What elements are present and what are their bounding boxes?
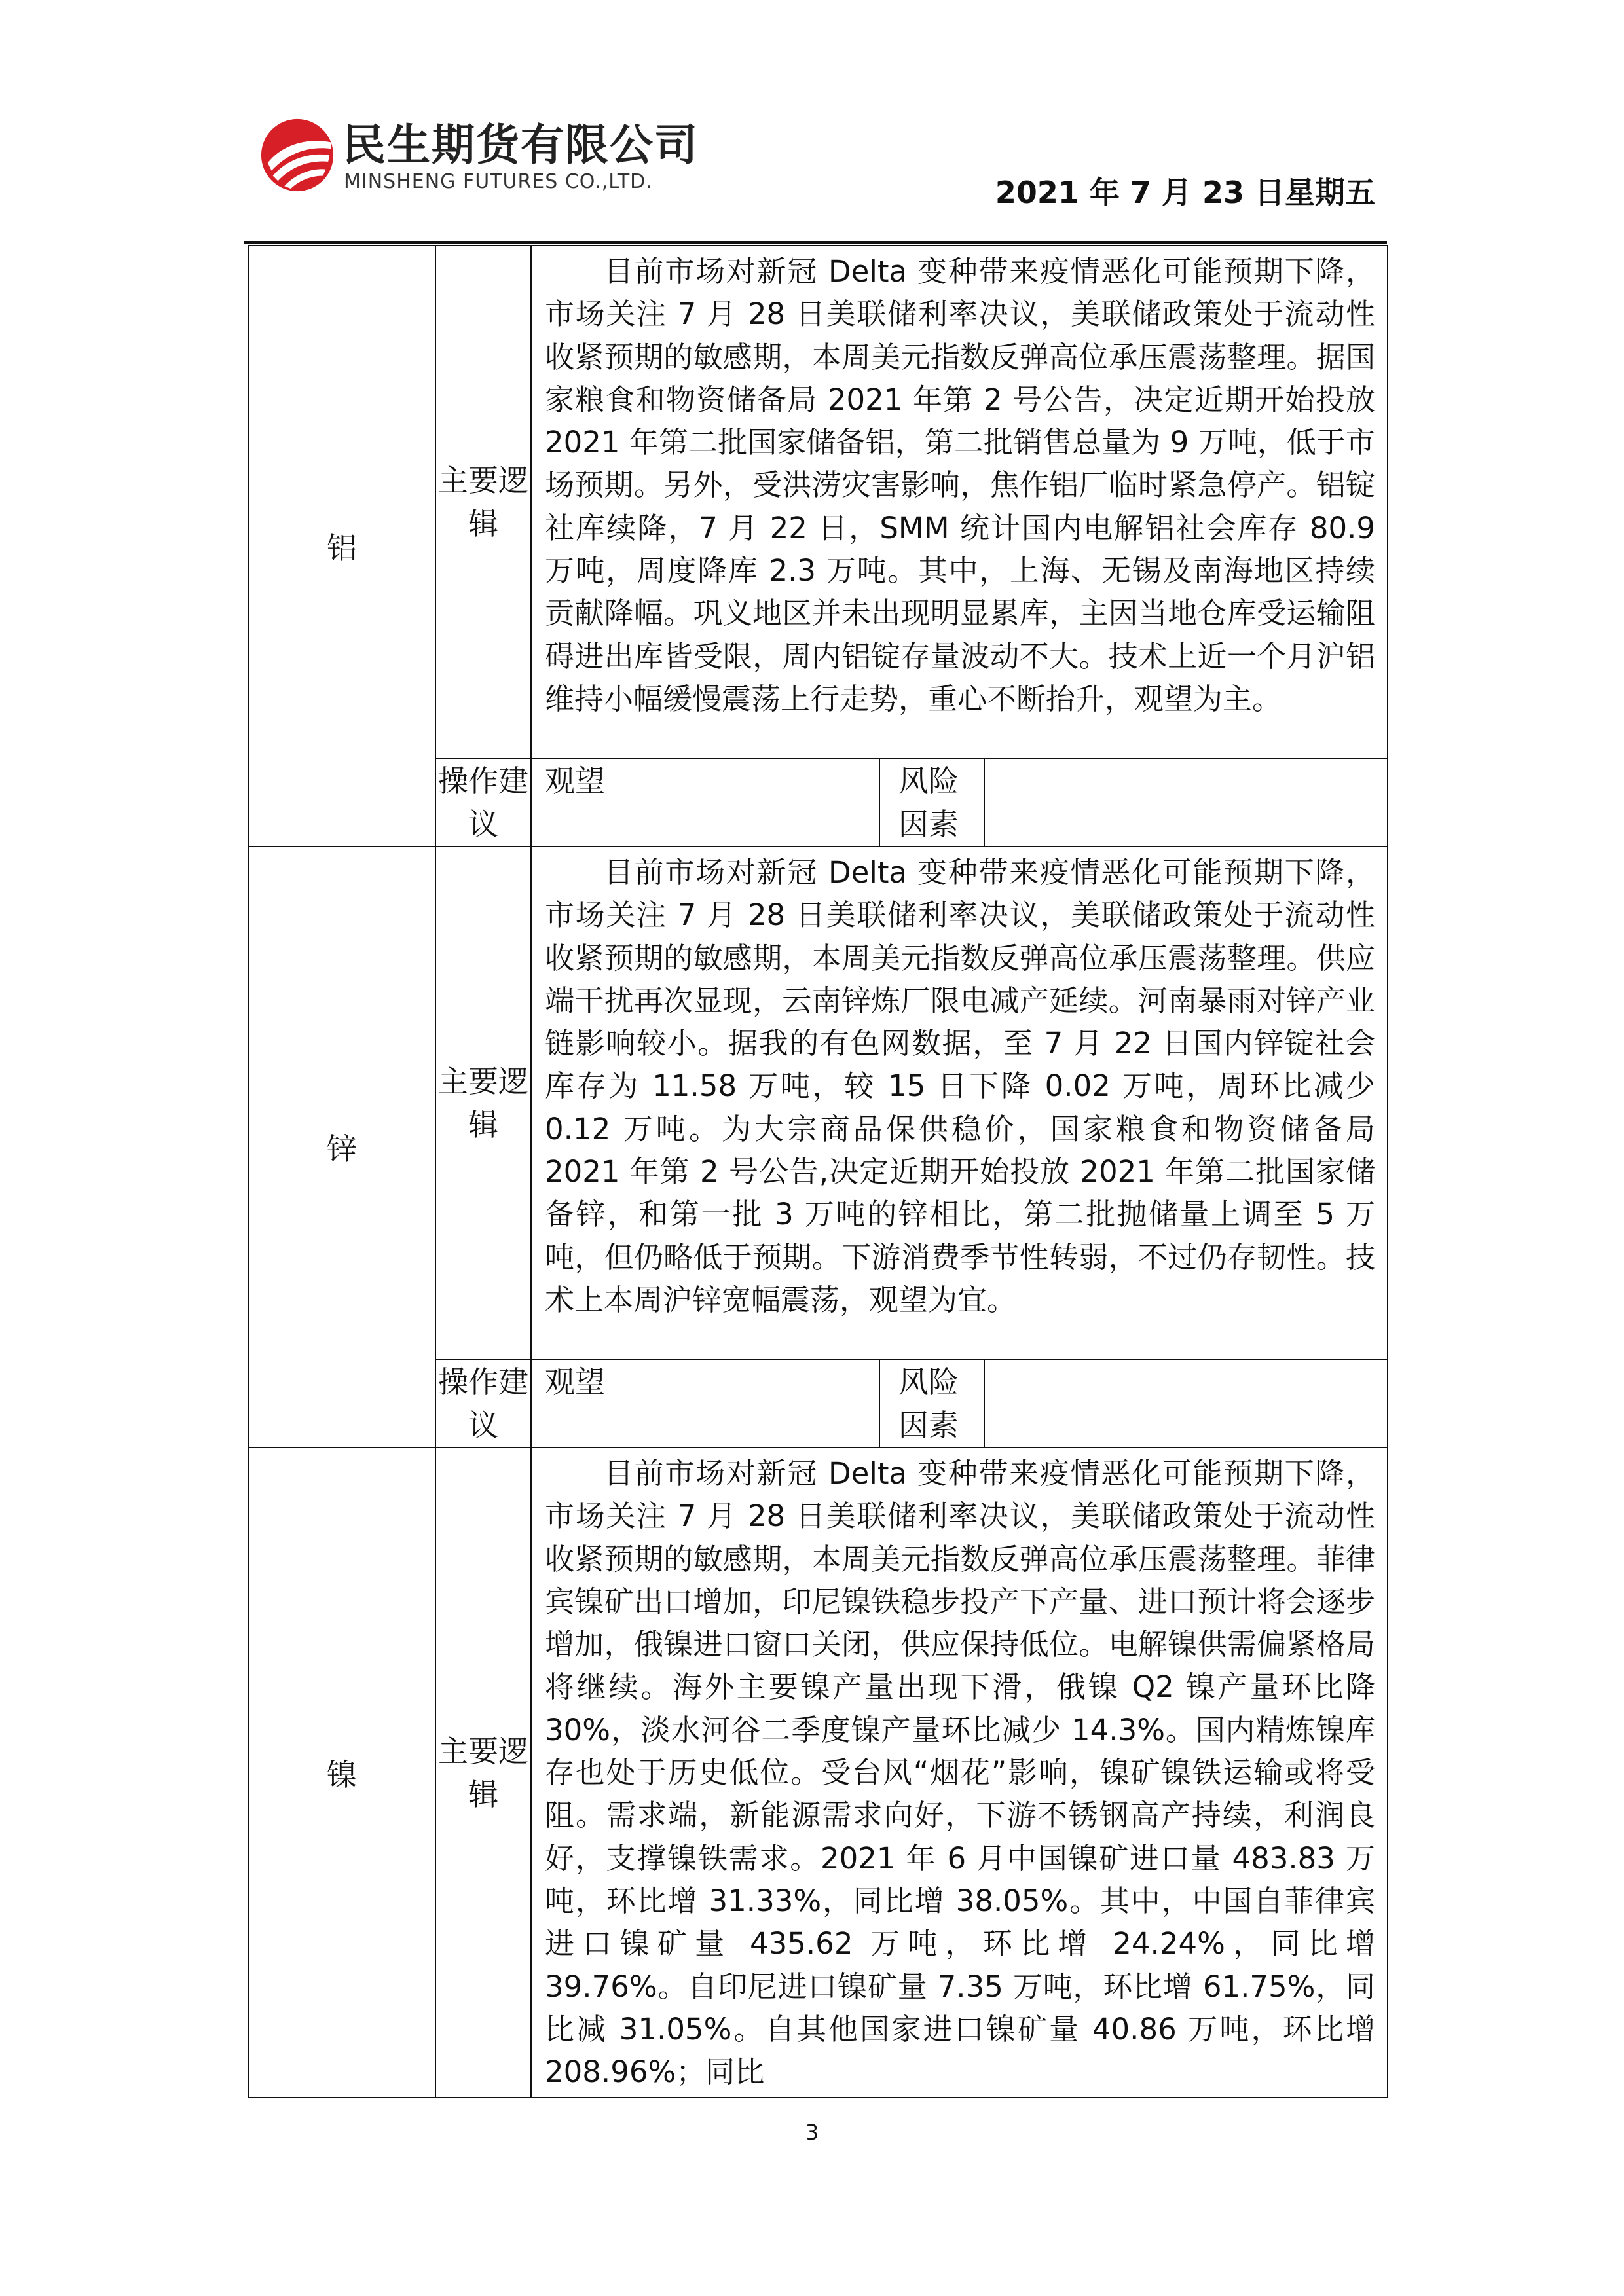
advice-value: 观望 [531,1360,879,1448]
logic-label: 主要逻辑 [435,246,531,759]
risk-label: 风险因素 [879,759,984,847]
advice-value: 观望 [531,759,879,847]
advice-label: 操作建议 [435,759,531,847]
logic-text: 目前市场对新冠 Delta 变种带来疫情恶化可能预期下降，市场关注 7 月 28 日美联储利率决议，美联储政策处于流动性收紧预期的敏感期，本周美元指数反弹高位承压震荡整理。据国家粮食和物资储备局 2021 年第 2 号公告，决定近期开始投放 2021 年第二批国家储备铝，第二批销售总量为 9 万吨，低于市场预期。另外，受洪涝灾害影响，焦作铝厂临时紧急停产。铝锭社库续降，7 月 22 日，SMM 统计国内电解铝社会库存 80.9 万吨，周度降库 2.3 万吨。其中，上海、无锡及南海地区持续贡献降幅。巩义地区并未出现明显累库，主因当地仓库受运输阻碍进出库皆受限，周内铝锭存量波动不大。技术上近一个月沪铝维持小幅缓慢震荡上行走势，重心不断抬升，观望为主。 [531,246,1388,759]
risk-label: 风险因素 [879,1360,984,1448]
advice-label: 操作建议 [435,1360,531,1448]
risk-value [984,759,1388,847]
logic-text: 目前市场对新冠 Delta 变种带来疫情恶化可能预期下降，市场关注 7 月 28 日美联储利率决议，美联储政策处于流动性收紧预期的敏感期，本周美元指数反弹高位承压震荡整理。菲律宾镍矿出口增加，印尼镍铁稳步投产下产量、进口预计将会逐步增加，俄镍进口窗口关闭，供应保持低位。电解镍供需偏紧格局将继续。海外主要镍产量出现下滑，俄镍 Q2 镍产量环比降 30%，淡水河谷二季度镍产量环比减少 14.3%。国内精炼镍库存也处于历史低位。受台风“烟花”影响，镍矿镍铁运输或将受阻。需求端，新能源需求向好，下游不锈钢高产持续，利润良好，支撑镍铁需求。2021 年 6 月中国镍矿进口量 483.83 万吨，环比增 31.33%，同比增 38.05%。其中，中国自菲律宾进口镍矿量 435.62 万吨，环比增 24.24%，同比增 39.76%。自印尼进口镍矿量 7.35 万吨，环比增 61.75%，同比减 31.05%。自其他国家进口镍矿量 40.86 万吨，环比增 208.96%；同比 [531,1448,1388,2098]
logic-label: 主要逻辑 [435,847,531,1360]
metal-name: 锌 [248,847,435,1448]
logic-label: 主要逻辑 [435,1448,531,2098]
company-name-cn: 民生期货有限公司 [342,120,699,170]
logic-text: 目前市场对新冠 Delta 变种带来疫情恶化可能预期下降，市场关注 7 月 28 日美联储利率决议，美联储政策处于流动性收紧预期的敏感期，本周美元指数反弹高位承压震荡整理。供应端干扰再次显现，云南锌炼厂限电减产延续。河南暴雨对锌产业链影响较小。据我的有色网数据，至 7 月 22 日国内锌锭社会库存为 11.58 万吨，较 15 日下降 0.02 万吨，周环比减少 0.12 万吨。为大宗商品保供稳价，国家粮食和物资储备局 2021 年第 2 号公告,决定近期开始投放 2021 年第二批国家储备锌，和第一批 3 万吨的锌相比，第二批抛储量上调至 5 万吨，但仍略低于预期。下游消费季节性转弱，不过仍存韧性。技术上本周沪锌宽幅震荡，观望为宜。 [531,847,1388,1360]
minsheng-logo-icon [259,117,336,194]
company-name-en: MINSHENG FUTURES CO.,LTD. [344,170,653,193]
risk-value [984,1360,1388,1448]
table-row [248,246,1388,759]
table-row [248,1448,1388,2098]
metal-name: 铝 [248,246,435,847]
metal-name: 镍 [248,1448,435,2098]
report-date: 2021 年 7 月 23 日星期五 [995,175,1375,210]
table-row [248,847,1388,1360]
page-number: 3 [805,2120,819,2145]
metals-report-table [248,245,1388,2098]
company-logo [259,110,743,208]
header-divider [244,241,1387,244]
